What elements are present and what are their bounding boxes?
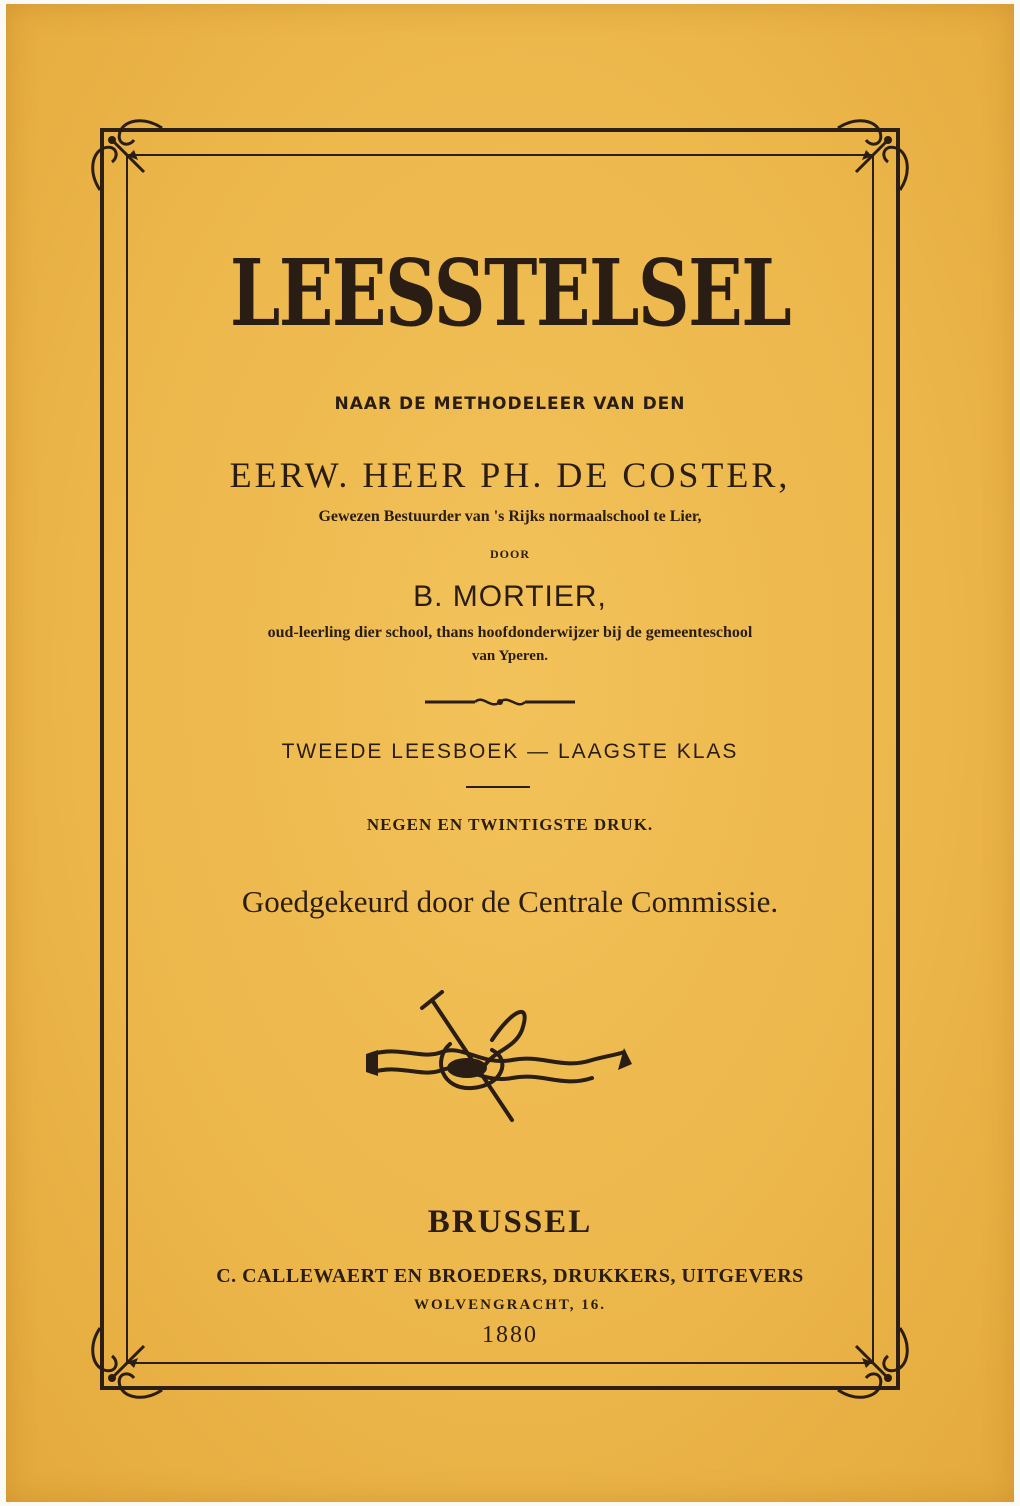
approval-line: Goedgekeurd door de Centrale Commissie. bbox=[241, 884, 779, 919]
publisher-address: WOLVENGRACHT, 16. bbox=[414, 1297, 606, 1313]
by-label: DOOR bbox=[490, 547, 530, 561]
volume-line: TWEEDE LEESBOEK — LAAGSTE KLAS bbox=[281, 740, 739, 763]
short-rule bbox=[466, 786, 530, 788]
divider-ornament bbox=[425, 694, 575, 710]
city-name: BRUSSEL bbox=[427, 1204, 593, 1240]
book-title: LEESSTELSEL bbox=[229, 239, 791, 347]
original-author: EERW. HEER PH. DE COSTER, bbox=[229, 455, 791, 495]
original-author-role: Gewezen Bestuurder van 's Rijks normaalschool te Lier, bbox=[318, 508, 702, 525]
publication-year: 1880 bbox=[482, 1322, 538, 1348]
author-role-line-1: oud-leerling dier school, thans hoofdonderwijzer bij de gemeenteschool bbox=[267, 624, 753, 641]
corner-ornament-top-left bbox=[84, 112, 164, 192]
author-role-line-2: van Yperen. bbox=[471, 648, 549, 664]
method-line: NAAR DE METHODELEER VAN DEN bbox=[334, 394, 686, 414]
corner-ornament-top-right bbox=[836, 112, 916, 192]
emblem-ornament bbox=[362, 990, 632, 1130]
edition-line: NEGEN EN TWINTIGSTE DRUK. bbox=[366, 815, 654, 834]
publisher-line: C. CALLEWAERT EN BROEDERS, DRUKKERS, UITGEVERS bbox=[216, 1265, 804, 1287]
author-name: B. MORTIER, bbox=[413, 580, 607, 613]
